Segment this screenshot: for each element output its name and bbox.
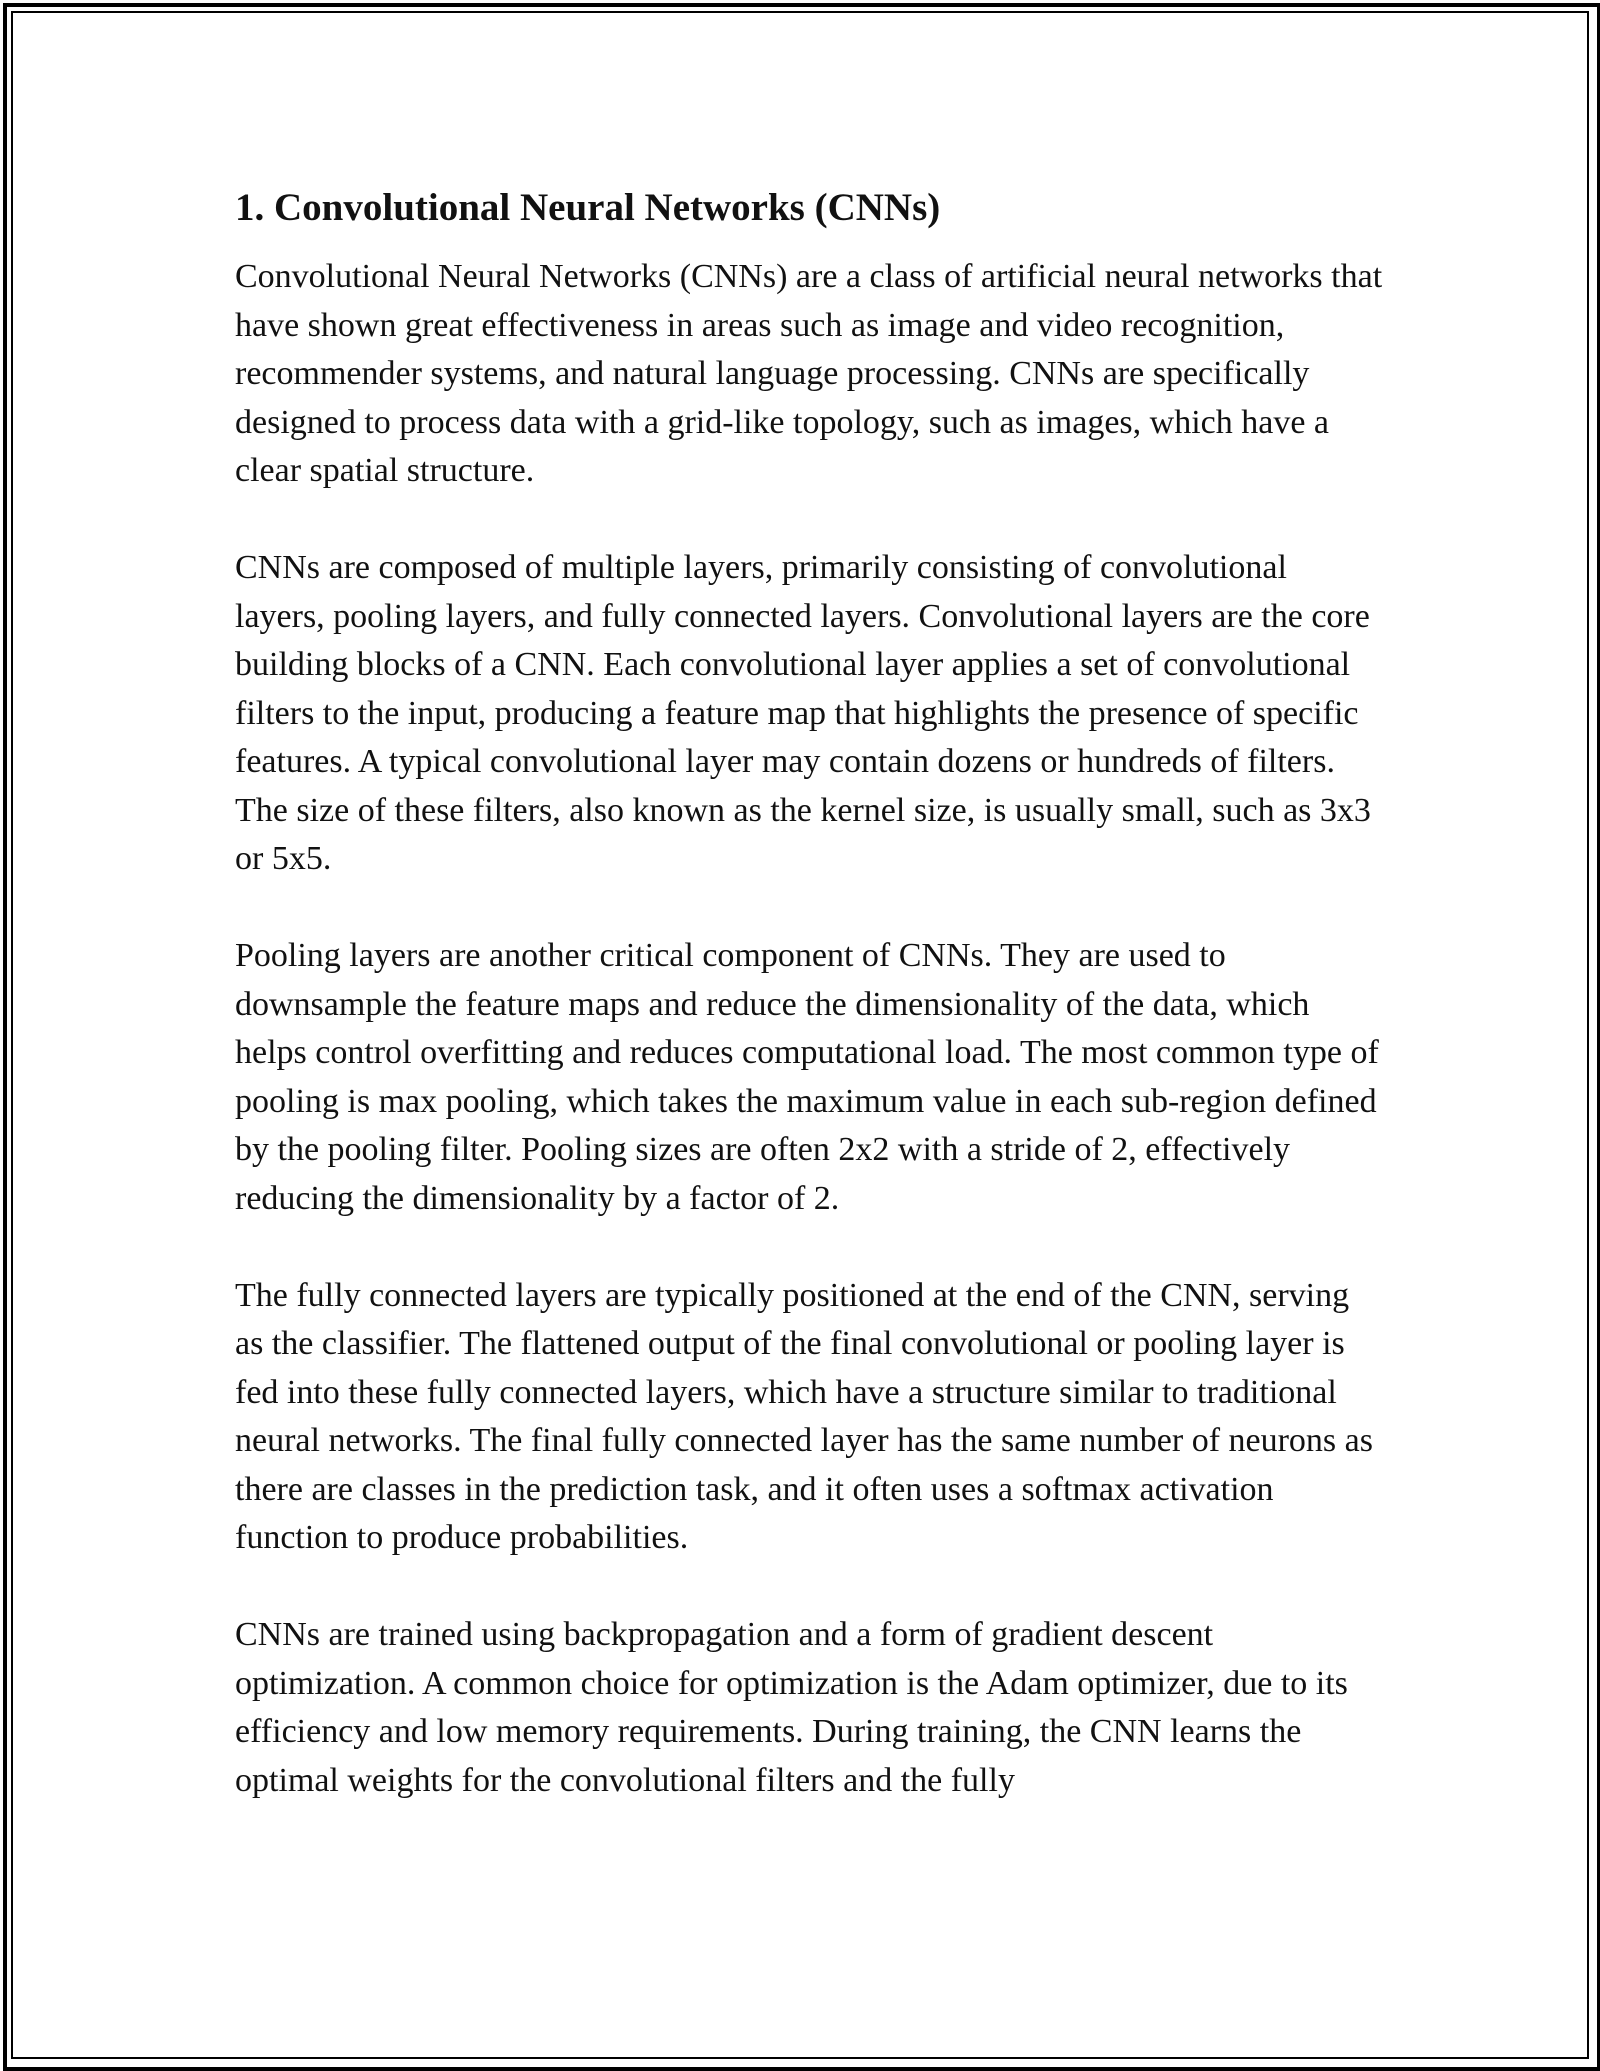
section-heading: 1. Convolutional Neural Networks (CNNs) — [235, 186, 941, 229]
paragraph-convolutional-layers: CNNs are composed of multiple layers, primarily consisting of convolutional layers, pooling layers, and fully connected layers. Convolutional layers are the core building blocks of a CNN. Each convolutional layer applies a set of convolutional filters to the input, producing a feature map that highlights the presence of specific features. A typical convolutional layer may contain dozens or hundreds of filters. The size of these filters, also known as the kernel size, is usually small, such as 3x3 or 5x5. — [235, 549, 1371, 877]
paragraph-training: CNNs are trained using backpropagation and a form of gradient descent optimization. A common choice for optimization is the Adam optimizer, due to its efficiency and low memory requirements. During training, the CNN learns the optimal weights for the convolutional filters and the fully — [235, 1616, 1348, 1799]
paragraph-pooling-layers: Pooling layers are another critical component of CNNs. They are used to downsample the feature maps and reduce the dimensionality of the data, which helps control overfitting and reduces computational load. The most common type of pooling is max pooling, which takes the maximum value in each sub-region defined by the pooling filter. Pooling sizes are often 2x2 with a stride of 2, effectively reducing the dimensionality by a factor of 2. — [235, 937, 1379, 1217]
paragraph-intro: Convolutional Neural Networks (CNNs) are a class of artificial neural networks that have shown great effectiveness in areas such as image and video recognition, recommender systems, and natural language processing. CNNs are specifically designed to process data with a grid-like topology, such as images, which have a clear spatial structure. — [235, 258, 1383, 489]
paragraph-fully-connected-layers: The fully connected layers are typically positioned at the end of the CNN, serving as the classifier. The flattened output of the final convolutional or pooling layer is fed into these fully connected layers, which have a structure similar to traditional neural networks. The final fully connected layer has the same number of neurons as there are classes in the prediction task, and it often uses a softmax activation function to produce probabilities. — [235, 1276, 1373, 1556]
document-body — [235, 185, 1385, 1805]
